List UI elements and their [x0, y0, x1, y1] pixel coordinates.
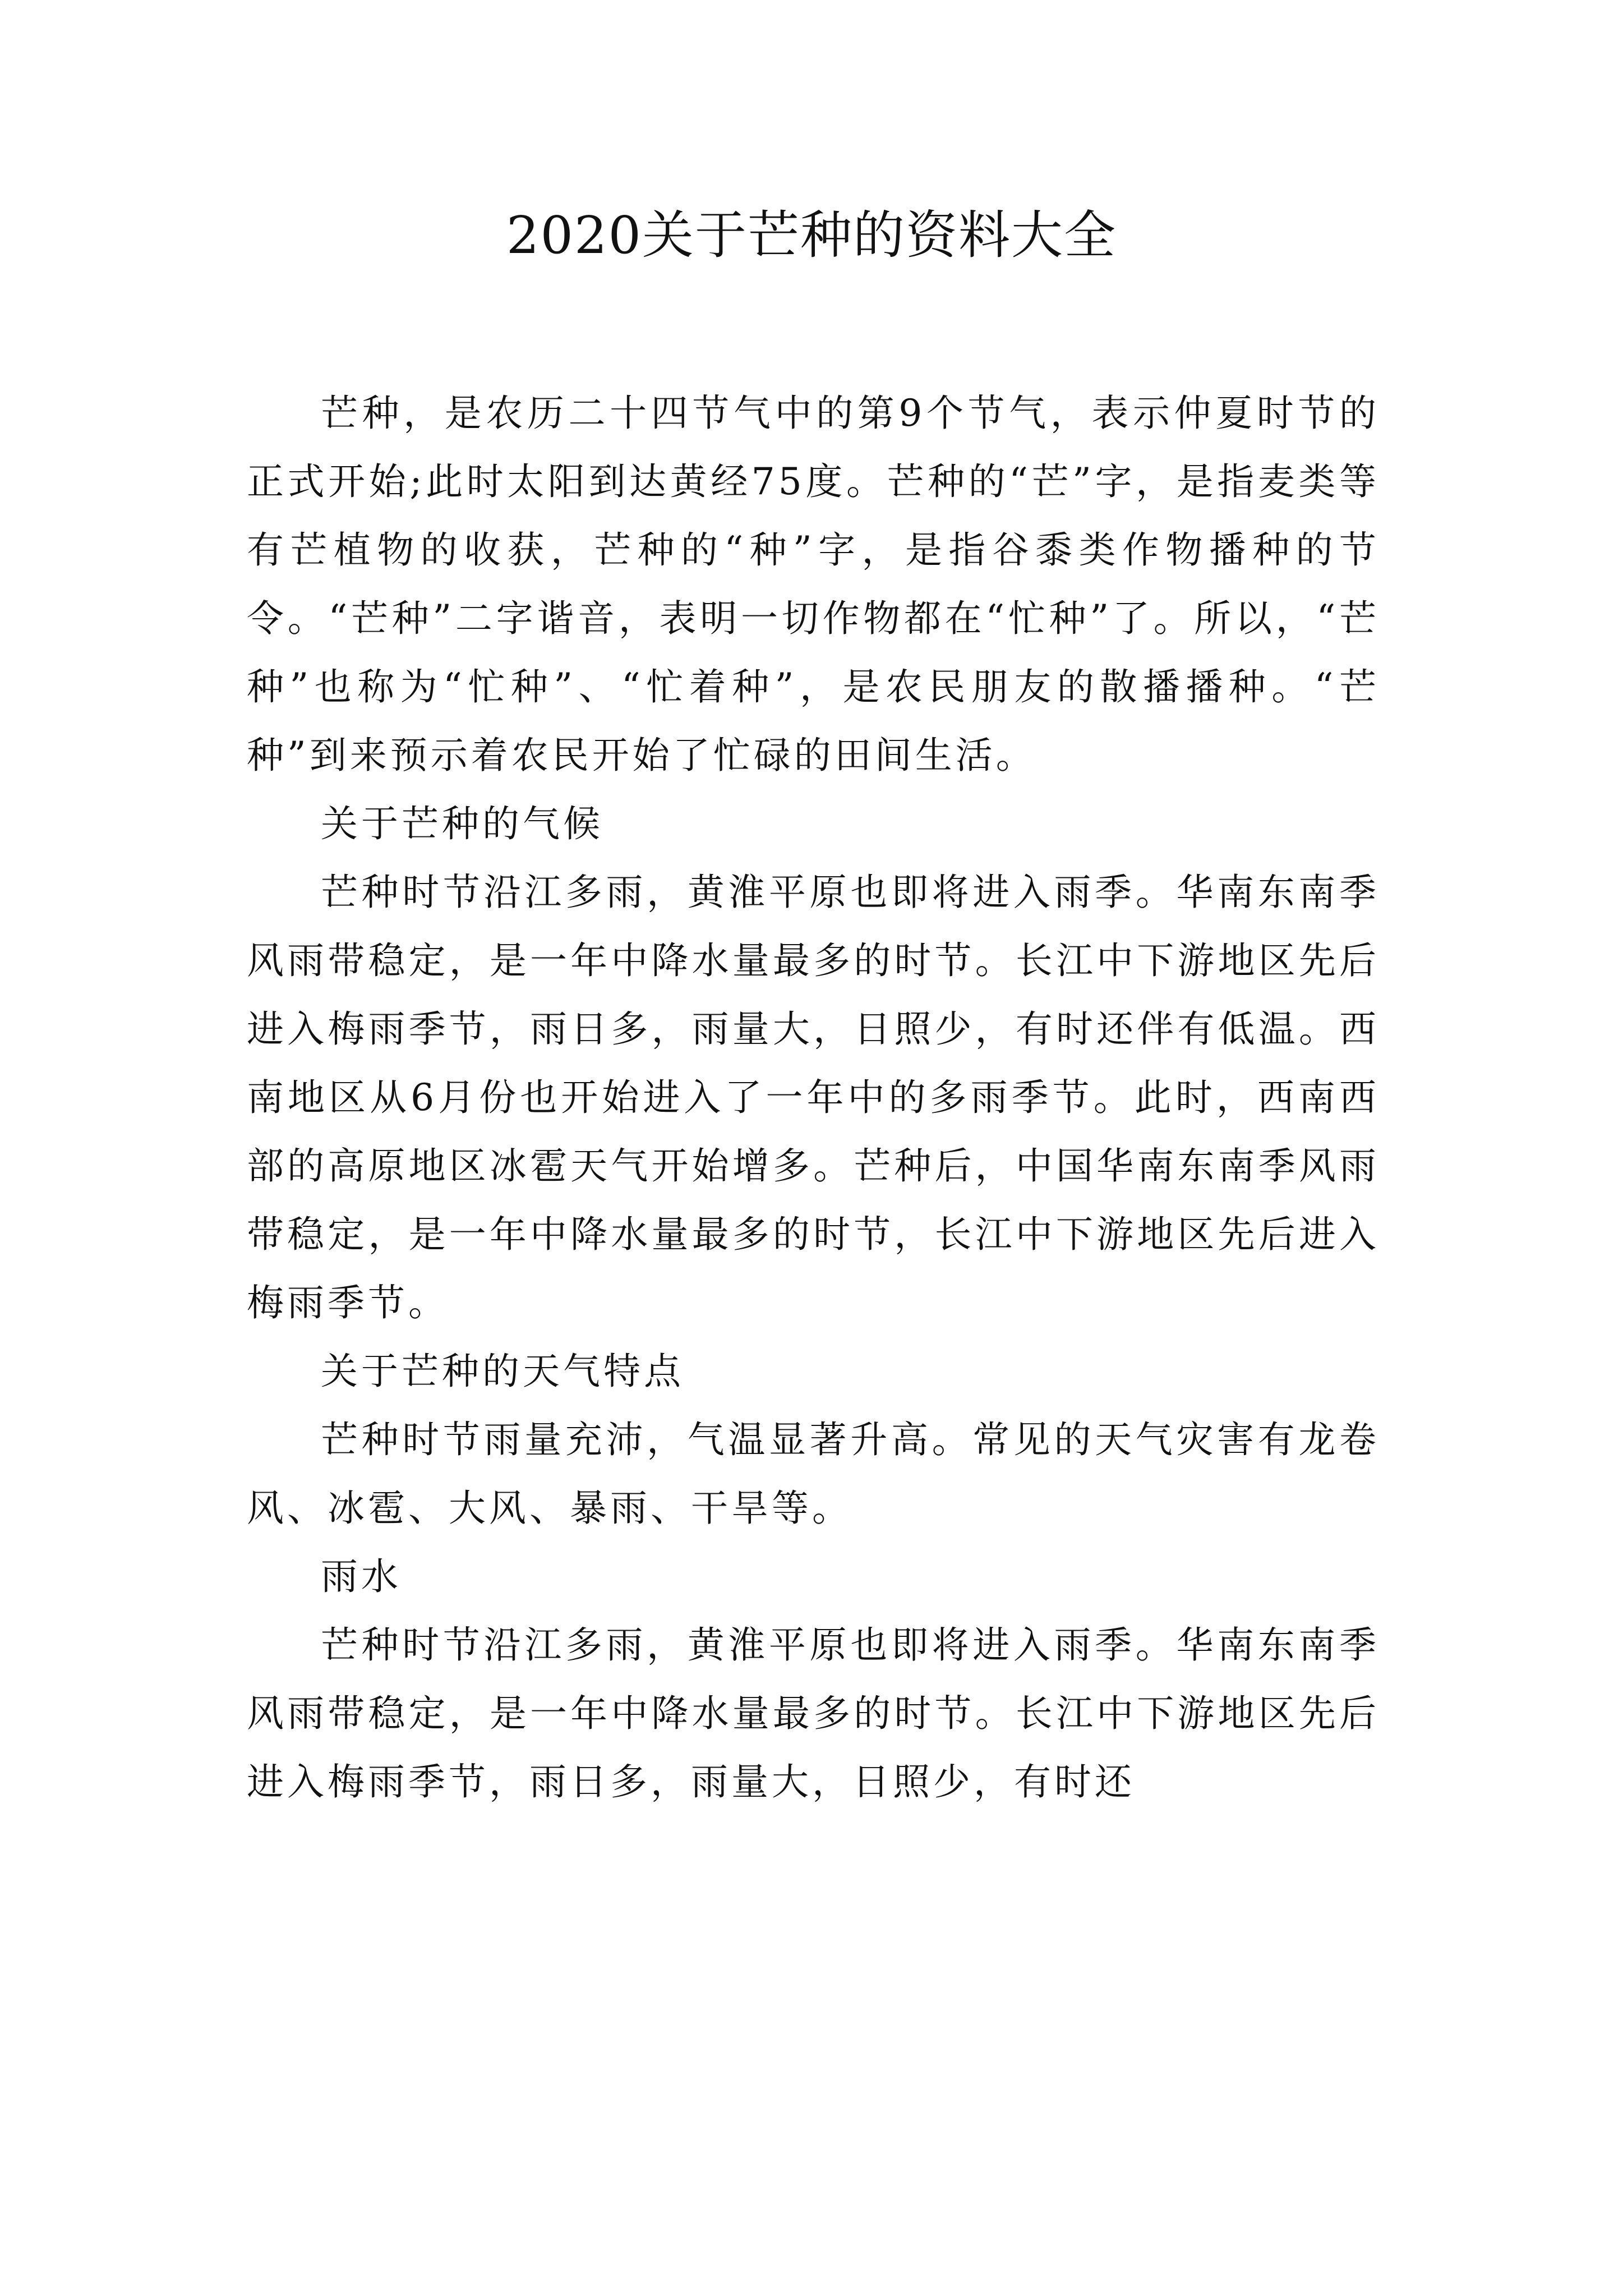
paragraph-intro: 芒种，是农历二十四节气中的第9个节气，表示仲夏时节的正式开始;此时太阳到达黄经75度。芒种的“芒”字，是指麦类等有芒植物的收获，芒种的“种”字，是指谷黍类作物播种的节令。“芒种”二字谐音，表明一切作物都在“忙种”了。所以，“芒种”也称为“忙种”、“忙着种”，是农民朋友的散播播种。“芒种”到来预示着农民开始了忙碌的田间生活。: [247, 392, 1380, 777]
paragraph-climate: 芒种时节沿江多雨，黄淮平原也即将进入雨季。华南东南季风雨带稳定，是一年中降水量最多的时节。长江中下游地区先后进入梅雨季节，雨日多，雨量大，日照少，有时还伴有低温。西南地区从6月份也开始进入了一年中的多雨季节。此时，西南西部的高原地区冰雹天气开始增多。芒种后，中国华南东南季风雨带稳定，是一年中降水量最多的时节，长江中下游地区先后进入梅雨季节。: [247, 871, 1380, 1324]
section-heading-weather: 关于芒种的天气特点: [321, 1350, 684, 1393]
document-body: [247, 379, 1380, 1816]
document-title: 2020关于芒种的资料大全: [506, 205, 1117, 265]
paragraph-rain: 芒种时节沿江多雨，黄淮平原也即将进入雨季。华南东南季风雨带稳定，是一年中降水量最多的时节。长江中下游地区先后进入梅雨季节，雨日多，雨量大，日照少，有时还: [247, 1623, 1380, 1803]
paragraph-weather: 芒种时节雨量充沛，气温显著升高。常见的天气灾害有龙卷风、冰雹、大风、暴雨、干旱等。: [247, 1418, 1380, 1530]
section-heading-rain: 雨水: [321, 1555, 402, 1598]
section-heading-climate: 关于芒种的气候: [321, 802, 603, 845]
